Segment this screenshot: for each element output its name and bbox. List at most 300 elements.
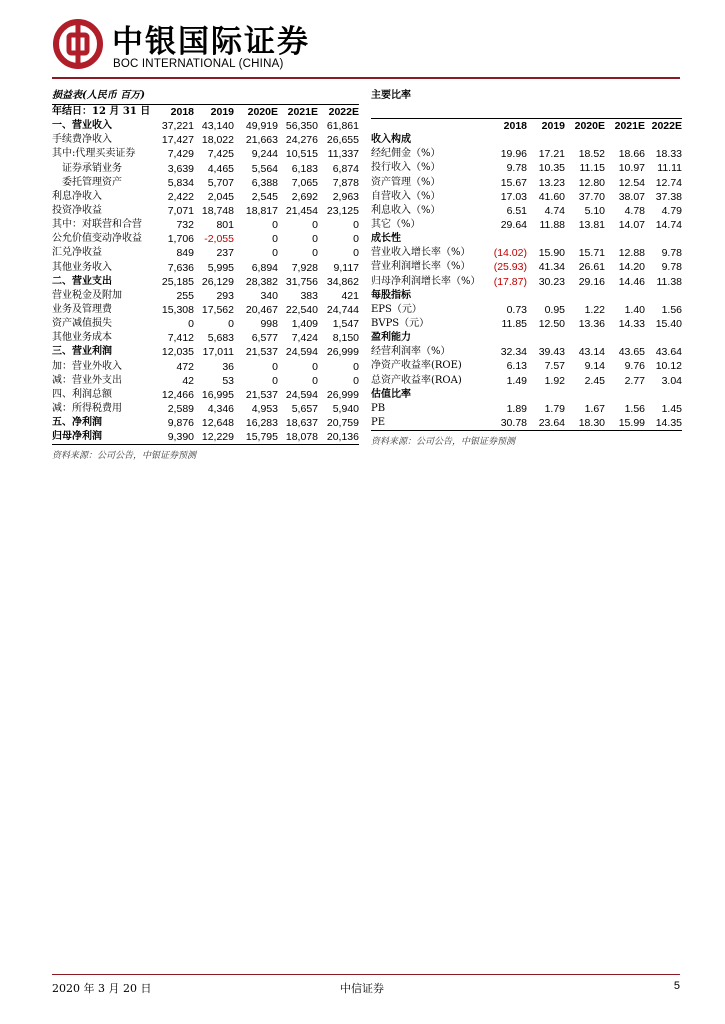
value-cell: 4.78 <box>624 204 645 217</box>
table-row <box>52 218 359 232</box>
table-row <box>52 246 359 260</box>
empty-cell <box>605 289 645 303</box>
value-cell: 7,412 <box>167 332 194 345</box>
value-cell: 17,011 <box>202 346 234 359</box>
empty-cell <box>645 388 682 402</box>
section-label: 收入构成 <box>371 134 411 146</box>
value-cell: 11.38 <box>656 275 682 288</box>
value-cell: 2,963 <box>332 190 359 203</box>
value-cell: 6,183 <box>291 162 318 175</box>
table-row <box>52 147 359 161</box>
value-cell: 15.40 <box>655 318 682 331</box>
row-label: 五、净利润 <box>52 417 102 429</box>
value-cell: 5,657 <box>291 403 318 416</box>
table-row <box>52 345 359 359</box>
value-cell: 0 <box>353 374 359 387</box>
value-cell: 7,878 <box>332 176 359 189</box>
value-cell: 26.61 <box>578 261 605 274</box>
boc-logo-icon <box>52 18 104 70</box>
value-cell: 20,759 <box>326 417 359 430</box>
header-year-cell: 2022E <box>328 106 359 119</box>
value-cell: 36 <box>222 360 234 373</box>
income-statement-panel <box>52 88 359 461</box>
table-row <box>371 402 682 416</box>
value-cell: 7,429 <box>167 148 194 161</box>
value-cell: 4,346 <box>207 403 234 416</box>
value-cell: 21,454 <box>285 205 318 218</box>
row-label: 归母净利润增长率（%） <box>371 275 481 287</box>
value-cell: 18.30 <box>578 417 605 430</box>
value-cell: 15,795 <box>245 431 278 444</box>
section-row <box>371 331 682 345</box>
value-cell: 20,136 <box>326 431 359 444</box>
row-label: 汇兑净收益 <box>52 247 102 259</box>
row-label: 总资产收益率(ROA) <box>371 374 462 386</box>
value-cell: 7,065 <box>291 176 318 189</box>
header-year-cell: 2022E <box>651 120 682 133</box>
row-label: 其他业务收入 <box>52 261 112 273</box>
table-bottom-rule <box>371 430 682 431</box>
value-cell: 39.43 <box>538 346 565 359</box>
header-year-cell: 2021E <box>287 106 318 119</box>
value-cell: 3.04 <box>661 374 682 387</box>
value-cell: 43.14 <box>578 346 605 359</box>
row-label: 利息净收入 <box>52 190 102 202</box>
row-label: 加：营业外收入 <box>52 360 122 372</box>
value-cell: 61,861 <box>326 120 359 133</box>
table-row <box>52 317 359 331</box>
value-cell: 7,425 <box>207 148 234 161</box>
value-cell: 9.78 <box>661 247 682 260</box>
value-cell: 9.76 <box>624 360 645 373</box>
value-cell: 7.57 <box>544 360 565 373</box>
empty-cell <box>645 289 682 303</box>
empty-cell <box>565 331 605 345</box>
value-cell: 12.88 <box>618 247 645 260</box>
value-cell: 37.70 <box>578 190 605 203</box>
value-cell: 0 <box>272 360 278 373</box>
empty-cell <box>527 133 565 147</box>
value-cell: 18.52 <box>578 148 605 161</box>
key-ratios-panel <box>371 88 682 447</box>
value-cell: 24,744 <box>326 304 359 317</box>
table-header-row <box>371 119 682 133</box>
empty-cell <box>645 331 682 345</box>
table-row <box>371 190 682 204</box>
header-year-cell: 2019 <box>541 120 565 133</box>
value-cell: 17,562 <box>201 304 234 317</box>
value-cell: 10.12 <box>655 360 682 373</box>
value-cell: 28,382 <box>245 275 278 288</box>
value-cell: 2,589 <box>167 403 194 416</box>
table-row <box>52 374 359 388</box>
table-row <box>52 416 359 430</box>
value-cell: 383 <box>300 289 318 302</box>
row-label: 一、营业收入 <box>52 120 112 132</box>
value-cell: 15,308 <box>161 304 194 317</box>
value-cell: 9,876 <box>167 417 194 430</box>
value-cell: 10.97 <box>618 162 645 175</box>
value-cell: 1.49 <box>506 374 527 387</box>
value-cell: 1,409 <box>291 318 318 331</box>
table-row <box>52 402 359 416</box>
value-cell: 4,953 <box>251 403 278 416</box>
header-year-cell: 2020E <box>574 120 605 133</box>
key-ratios-table <box>371 119 682 430</box>
value-cell: 6,388 <box>251 176 278 189</box>
footer-center-text: 中信证券 <box>340 982 384 995</box>
value-cell: 16,995 <box>201 388 234 401</box>
value-cell: 49,919 <box>245 120 278 133</box>
value-cell: 26,999 <box>326 388 359 401</box>
header-label-cell: 年结日：12 月 31 日 <box>52 106 151 118</box>
value-cell: 7,636 <box>167 261 194 274</box>
value-cell: 26,655 <box>326 134 359 147</box>
table-row <box>52 119 359 133</box>
value-cell: 340 <box>260 289 278 302</box>
value-cell: 53 <box>222 374 234 387</box>
brand-name-en: BOC INTERNATIONAL (CHINA) <box>113 58 284 70</box>
value-cell: 5,683 <box>207 332 234 345</box>
table-row <box>52 176 359 190</box>
table-row <box>52 360 359 374</box>
value-cell: 6.51 <box>506 204 527 217</box>
value-cell: 4,465 <box>207 162 234 175</box>
table-row <box>371 218 682 232</box>
row-label: 营业收入增长率（%） <box>371 247 471 259</box>
row-label: 委托管理资产 <box>52 176 122 188</box>
table-row <box>371 246 682 260</box>
value-cell: 12.50 <box>538 318 565 331</box>
value-cell: 2.45 <box>584 374 605 387</box>
table-row <box>371 147 682 161</box>
value-cell: 41.34 <box>538 261 565 274</box>
empty-cell <box>605 133 645 147</box>
table-header-row <box>52 105 359 119</box>
row-label: 营业利润增长率（%） <box>371 261 471 273</box>
value-cell: 17,427 <box>161 134 194 147</box>
value-cell: 31,756 <box>285 275 318 288</box>
row-label: 经营利润率（%） <box>371 346 451 358</box>
value-cell: 11.15 <box>579 162 605 175</box>
table-row <box>52 388 359 402</box>
value-cell: 2,422 <box>167 190 194 203</box>
value-cell: -2,055 <box>204 233 234 246</box>
value-cell: 16,283 <box>245 417 278 430</box>
value-cell: 1.67 <box>584 402 605 415</box>
value-cell: 0 <box>353 219 359 232</box>
row-label: 经纪佣金（%） <box>371 148 441 160</box>
value-cell: 14.46 <box>618 275 645 288</box>
section-label: 估值比率 <box>371 388 411 400</box>
value-cell: 0 <box>353 247 359 260</box>
row-label: 二、营业支出 <box>52 275 112 287</box>
value-cell: (25.93) <box>493 261 527 274</box>
table-row <box>52 204 359 218</box>
value-cell: 14.35 <box>655 417 682 430</box>
value-cell: 43,140 <box>201 120 234 133</box>
value-cell: 0 <box>272 374 278 387</box>
table-row <box>52 331 359 345</box>
section-label: 成长性 <box>371 233 401 245</box>
value-cell: 41.60 <box>538 190 565 203</box>
empty-cell <box>527 232 565 246</box>
value-cell: 12.54 <box>618 176 645 189</box>
table-row <box>371 359 682 373</box>
section-row <box>371 289 682 303</box>
value-cell: 421 <box>341 289 359 302</box>
income-statement-title: 损益表(人民币 百万) <box>52 90 145 101</box>
value-cell: 9.14 <box>584 360 605 373</box>
section-row <box>371 232 682 246</box>
value-cell: (14.02) <box>493 247 527 260</box>
empty-cell <box>605 232 645 246</box>
empty-cell <box>489 133 527 147</box>
header-year-cell: 2018 <box>503 120 527 133</box>
value-cell: 26,129 <box>201 275 234 288</box>
value-cell: 24,276 <box>285 134 318 147</box>
page-number: 5 <box>673 980 680 992</box>
value-cell: 30.23 <box>538 275 565 288</box>
empty-cell <box>489 331 527 345</box>
value-cell: 5,940 <box>332 403 359 416</box>
value-cell: 15.71 <box>578 247 605 260</box>
value-cell: 1.89 <box>506 402 527 415</box>
value-cell: 0 <box>353 233 359 246</box>
value-cell: 0 <box>312 233 318 246</box>
table-row <box>371 345 682 359</box>
value-cell: 6,577 <box>251 332 278 345</box>
value-cell: 18,078 <box>285 431 318 444</box>
value-cell: 25,185 <box>161 275 194 288</box>
value-cell: 30.78 <box>500 417 527 430</box>
value-cell: 12,466 <box>161 388 194 401</box>
value-cell: 11.85 <box>501 318 527 331</box>
value-cell: 11.88 <box>539 219 565 232</box>
value-cell: 21,537 <box>245 346 278 359</box>
table-row <box>52 190 359 204</box>
table-row <box>371 374 682 388</box>
value-cell: 10.35 <box>538 162 565 175</box>
value-cell: 1.22 <box>584 303 605 316</box>
value-cell: 849 <box>176 247 194 260</box>
value-cell: 15.99 <box>618 417 645 430</box>
value-cell: 7,071 <box>167 205 194 218</box>
value-cell: 43.65 <box>618 346 645 359</box>
value-cell: 12.80 <box>578 176 605 189</box>
value-cell: 23,125 <box>326 205 359 218</box>
value-cell: 26,999 <box>326 346 359 359</box>
row-label: 净资产收益率(ROE) <box>371 360 462 372</box>
value-cell: 0 <box>312 247 318 260</box>
header-year-cell: 2021E <box>614 120 645 133</box>
value-cell: 1.92 <box>544 374 565 387</box>
source-note: 资料来源：公司公告，中银证券预测 <box>371 437 516 448</box>
row-label: PE <box>371 417 386 429</box>
row-label: 资产管理（%） <box>371 176 441 188</box>
value-cell: 9,117 <box>333 261 359 274</box>
value-cell: 18,748 <box>201 205 234 218</box>
row-label: 营业税金及附加 <box>52 289 122 301</box>
value-cell: 472 <box>176 360 194 373</box>
value-cell: 3,639 <box>167 162 194 175</box>
empty-cell <box>645 133 682 147</box>
value-cell: 14.74 <box>655 219 682 232</box>
value-cell: 1,547 <box>332 318 359 331</box>
empty-cell <box>527 331 565 345</box>
table-row <box>371 161 682 175</box>
row-label: 归母净利润 <box>52 431 102 443</box>
empty-cell <box>527 388 565 402</box>
row-label: EPS（元） <box>371 303 422 315</box>
value-cell: 12,035 <box>161 346 194 359</box>
value-cell: 11.11 <box>657 162 682 175</box>
value-cell: 9.78 <box>661 261 682 274</box>
value-cell: 18.66 <box>618 148 645 161</box>
header-year-cell: 2018 <box>170 106 194 119</box>
row-label: 其中:代理买卖证券 <box>52 148 136 160</box>
header-year-cell: 2019 <box>210 106 234 119</box>
empty-cell <box>565 289 605 303</box>
row-label: 利息收入（%） <box>371 204 441 216</box>
value-cell: 7,928 <box>291 261 318 274</box>
value-cell: 29.16 <box>578 275 605 288</box>
value-cell: 13.23 <box>538 176 565 189</box>
header-divider <box>52 77 680 79</box>
value-cell: 6.13 <box>506 360 527 373</box>
value-cell: 10,515 <box>285 148 318 161</box>
value-cell: 237 <box>216 247 234 260</box>
row-label: 投资净收益 <box>52 205 102 217</box>
value-cell: 14.33 <box>618 318 645 331</box>
row-label: 证券承销业务 <box>52 162 122 174</box>
row-label: 资产减值损失 <box>52 318 112 330</box>
value-cell: 255 <box>176 289 194 302</box>
value-cell: 23.64 <box>538 417 565 430</box>
empty-cell <box>565 232 605 246</box>
section-row <box>371 133 682 147</box>
table-row <box>52 232 359 246</box>
value-cell: 998 <box>260 318 278 331</box>
table-row <box>371 176 682 190</box>
brand-name-cn: 中银国际证券 <box>112 24 310 60</box>
empty-cell <box>489 388 527 402</box>
value-cell: 801 <box>216 219 234 232</box>
source-note: 资料来源：公司公告，中银证券预测 <box>52 451 197 462</box>
value-cell: 0 <box>312 219 318 232</box>
value-cell: 42 <box>182 374 194 387</box>
table-row <box>52 430 359 444</box>
value-cell: 6,874 <box>332 162 359 175</box>
row-label: PB <box>371 402 386 414</box>
value-cell: 2,692 <box>291 190 318 203</box>
row-label: 减：营业外支出 <box>52 374 122 386</box>
row-label: 业务及管理费 <box>52 304 112 316</box>
value-cell: 0 <box>312 374 318 387</box>
row-label: 投行收入（%） <box>371 162 441 174</box>
table-row <box>52 275 359 289</box>
value-cell: 21,663 <box>245 134 278 147</box>
table-row <box>52 162 359 176</box>
value-cell: 4.79 <box>661 204 682 217</box>
table-row <box>371 303 682 317</box>
table-row <box>52 133 359 147</box>
value-cell: 14.20 <box>618 261 645 274</box>
header-label-cell <box>371 119 489 133</box>
value-cell: 8,150 <box>332 332 359 345</box>
empty-cell <box>605 388 645 402</box>
empty-cell <box>645 232 682 246</box>
value-cell: 0.95 <box>544 303 565 316</box>
value-cell: 0 <box>272 233 278 246</box>
row-label: 减：所得税费用 <box>52 403 122 415</box>
value-cell: 56,350 <box>285 120 318 133</box>
value-cell: 13.36 <box>578 318 605 331</box>
value-cell: 20,467 <box>245 304 278 317</box>
value-cell: 15.67 <box>500 176 527 189</box>
table-row <box>371 416 682 430</box>
value-cell: 0 <box>272 219 278 232</box>
key-ratios-title: 主要比率 <box>371 90 411 101</box>
value-cell: 2,045 <box>207 190 234 203</box>
row-label: 其它（%） <box>371 219 421 231</box>
value-cell: (17.87) <box>493 275 527 288</box>
row-label: 其中：对联营和合营 <box>52 219 142 231</box>
value-cell: 18.33 <box>655 148 682 161</box>
value-cell: 6,894 <box>251 261 278 274</box>
table-row <box>371 204 682 218</box>
value-cell: 12,229 <box>201 431 234 444</box>
value-cell: 4.74 <box>544 204 565 217</box>
value-cell: 5,995 <box>207 261 234 274</box>
value-cell: 1.45 <box>661 402 682 415</box>
table-row <box>52 303 359 317</box>
value-cell: 0 <box>188 318 194 331</box>
value-cell: 32.34 <box>500 346 527 359</box>
value-cell: 9.78 <box>506 162 527 175</box>
row-label: 手续费净收入 <box>52 134 112 146</box>
row-label: BVPS（元） <box>371 318 430 330</box>
value-cell: 2,545 <box>251 190 278 203</box>
table-bottom-rule <box>52 444 359 445</box>
section-row <box>371 388 682 402</box>
value-cell: 34,862 <box>326 275 359 288</box>
header-year-cell: 2020E <box>247 106 278 119</box>
value-cell: 293 <box>216 289 234 302</box>
value-cell: 17.21 <box>538 148 565 161</box>
value-cell: 43.64 <box>655 346 682 359</box>
value-cell: 0 <box>353 360 359 373</box>
value-cell: 0.73 <box>506 303 527 316</box>
empty-cell <box>565 133 605 147</box>
value-cell: 9,390 <box>167 431 194 444</box>
value-cell: 1.79 <box>544 402 565 415</box>
row-label: 四、利润总额 <box>52 388 112 400</box>
empty-cell <box>489 289 527 303</box>
empty-cell <box>605 331 645 345</box>
value-cell: 1.40 <box>624 303 645 316</box>
value-cell: 37.38 <box>655 190 682 203</box>
row-label: 公允价值变动净收益 <box>52 233 142 245</box>
value-cell: 1.56 <box>661 303 682 316</box>
value-cell: 24,594 <box>285 346 318 359</box>
value-cell: 19.96 <box>500 148 527 161</box>
table-row <box>52 261 359 275</box>
value-cell: 0 <box>228 318 234 331</box>
value-cell: 24,594 <box>285 388 318 401</box>
row-label: 自营收入（%） <box>371 190 441 202</box>
value-cell: 5,834 <box>167 176 194 189</box>
